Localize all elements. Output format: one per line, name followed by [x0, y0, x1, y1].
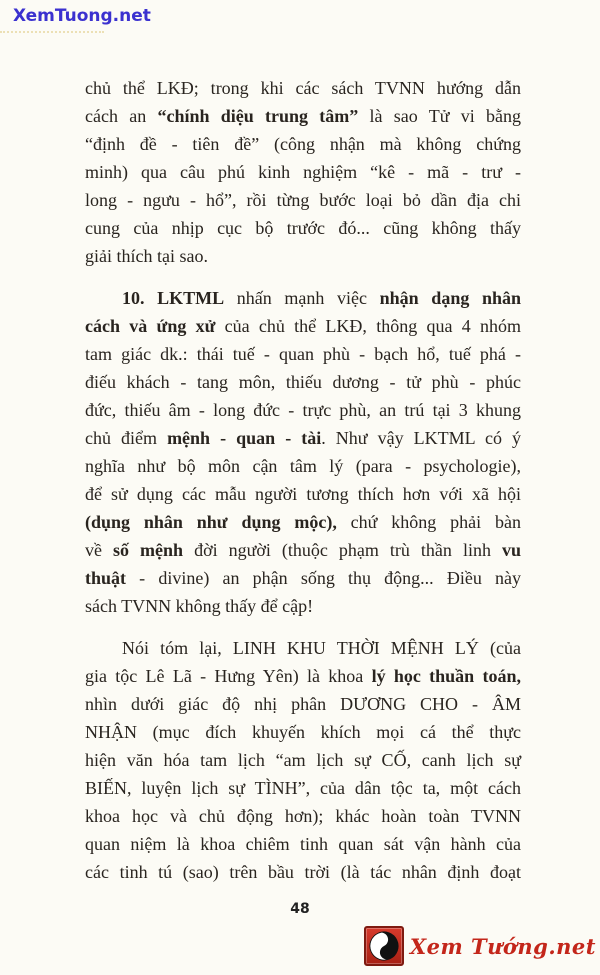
bold-text-run: (dụng nhân như dụng mộc),: [85, 512, 337, 532]
text-line: [85, 662, 521, 690]
text-run: sách TVNN không thấy để cập!: [85, 596, 314, 616]
text-line: [85, 536, 521, 564]
text-line: [85, 74, 521, 102]
text-run: chứ không phải bàn: [336, 512, 521, 532]
text-line: [85, 158, 521, 186]
text-line: [85, 690, 521, 718]
text-run: nhấn mạnh việc: [224, 288, 380, 308]
text-run: long - ngưu - hổ”, rồi từng bước loại bỏ dần địa chi: [85, 190, 521, 210]
text-line: [85, 718, 521, 746]
text-run: của chủ thể LKĐ, thông qua 4 nhóm: [215, 316, 521, 336]
page-text: [85, 74, 521, 900]
bold-text-run: số mệnh: [113, 540, 184, 560]
text-line: [85, 508, 521, 536]
bold-text-run: cách và ứng xử: [85, 316, 216, 336]
text-line: [85, 424, 521, 452]
paragraph: [85, 284, 521, 620]
paragraph: [85, 634, 521, 886]
text-line: [85, 312, 521, 340]
text-run: cách an: [85, 106, 158, 126]
text-run: . Như vậy LKTML có ý: [321, 428, 521, 448]
text-run: là sao Tử vi bằng: [358, 106, 521, 126]
text-line: [85, 396, 521, 424]
text-run: quan niệm là khoa chiêm tinh quan sát vận hành của: [85, 834, 521, 854]
text-line: [85, 368, 521, 396]
text-line: [85, 774, 521, 802]
text-line: [85, 452, 521, 480]
text-line: [85, 634, 521, 662]
page-number: 48: [290, 901, 310, 917]
text-line: [85, 130, 521, 158]
logo-square: [364, 926, 404, 966]
paragraph: [85, 74, 521, 270]
text-run: tam giác dk.: thái tuế - quan phù - bạch hổ, tuế phá -: [85, 344, 521, 364]
text-line: [85, 746, 521, 774]
bold-text-run: vu: [501, 540, 521, 560]
text-run: Nói tóm lại, LINH KHU THỜI MỆNH LÝ (của: [122, 638, 521, 658]
text-run: minh) qua câu phú kinh nghiệm “kê - mã - trư -: [85, 162, 521, 182]
text-run: gia tộc Lê Lã - Hưng Yên) là khoa: [85, 666, 372, 686]
text-line: [85, 480, 521, 508]
text-run: - divine) an phận sống thụ động... Điều này: [126, 568, 521, 588]
text-run: BIẾN, luyện lịch sự TÌNH”, của dân tộc ta, một cách: [85, 778, 521, 798]
text-run: chủ thể LKĐ; trong khi các sách TVNN hướng dẫn: [85, 78, 521, 98]
bold-text-run: “chính diệu trung tâm”: [157, 106, 359, 126]
text-line: [85, 214, 521, 242]
text-run: hiện văn hóa tam lịch “am lịch sự CỐ, canh lịch sự: [85, 750, 521, 770]
text-run: để sử dụng các mẫu người tương thích hơn với xã hội: [85, 484, 521, 504]
text-run: đức, thiếu âm - long đức - trực phù, an trú tại 3 khung: [85, 400, 521, 420]
text-run: giải thích tại sao.: [85, 246, 208, 266]
text-line: [85, 284, 521, 312]
text-line: [85, 858, 521, 886]
bold-text-run: 10. LKTML: [122, 288, 225, 308]
text-line: [85, 830, 521, 858]
yin-yang-icon: [364, 926, 404, 966]
logo-text: Xem Tướng.net: [409, 933, 596, 959]
text-run: khoa học và chủ động hơn); khác hoàn toàn TVNN: [85, 806, 521, 826]
text-line: [85, 242, 521, 270]
text-line: [85, 186, 521, 214]
watermark-underline: [0, 31, 104, 33]
bold-text-run: nhận dạng nhân: [379, 288, 521, 308]
text-run: điếu khách - tang môn, thiếu dương - tử phù - phúc: [85, 372, 521, 392]
text-run: đời người (thuộc phạm trù thần linh: [183, 540, 502, 560]
text-line: [85, 802, 521, 830]
text-run: “định đề - tiên đề” (công nhận mà không chứng: [85, 134, 521, 154]
text-line: [85, 592, 521, 620]
bold-text-run: mệnh - quan - tài: [167, 428, 322, 448]
text-run: nhìn dưới giác độ nhị phân DƯƠNG CHO - ÂM: [85, 694, 521, 714]
bold-text-run: thuật: [85, 568, 127, 588]
text-line: [85, 340, 521, 368]
text-line: [85, 564, 521, 592]
text-line: [85, 102, 521, 130]
text-run: về: [85, 540, 114, 560]
text-run: cung của nhịp cục bộ trước đó... cũng không thấy: [85, 218, 521, 238]
text-run: chủ điểm: [85, 428, 168, 448]
text-run: các tinh tú (sao) trên bầu trời (là tác nhân định đoạt: [85, 862, 521, 882]
bold-text-run: lý học thuần toán,: [371, 666, 521, 686]
text-run: NHẬN (mục đích khuyến khích mọi cá thể thực: [85, 722, 521, 742]
site-logo[interactable]: [364, 925, 596, 967]
watermark-link[interactable]: XemTuong.net: [13, 6, 151, 26]
text-run: nghĩa như bộ môn cận tâm lý (para - psychologie),: [85, 456, 521, 476]
